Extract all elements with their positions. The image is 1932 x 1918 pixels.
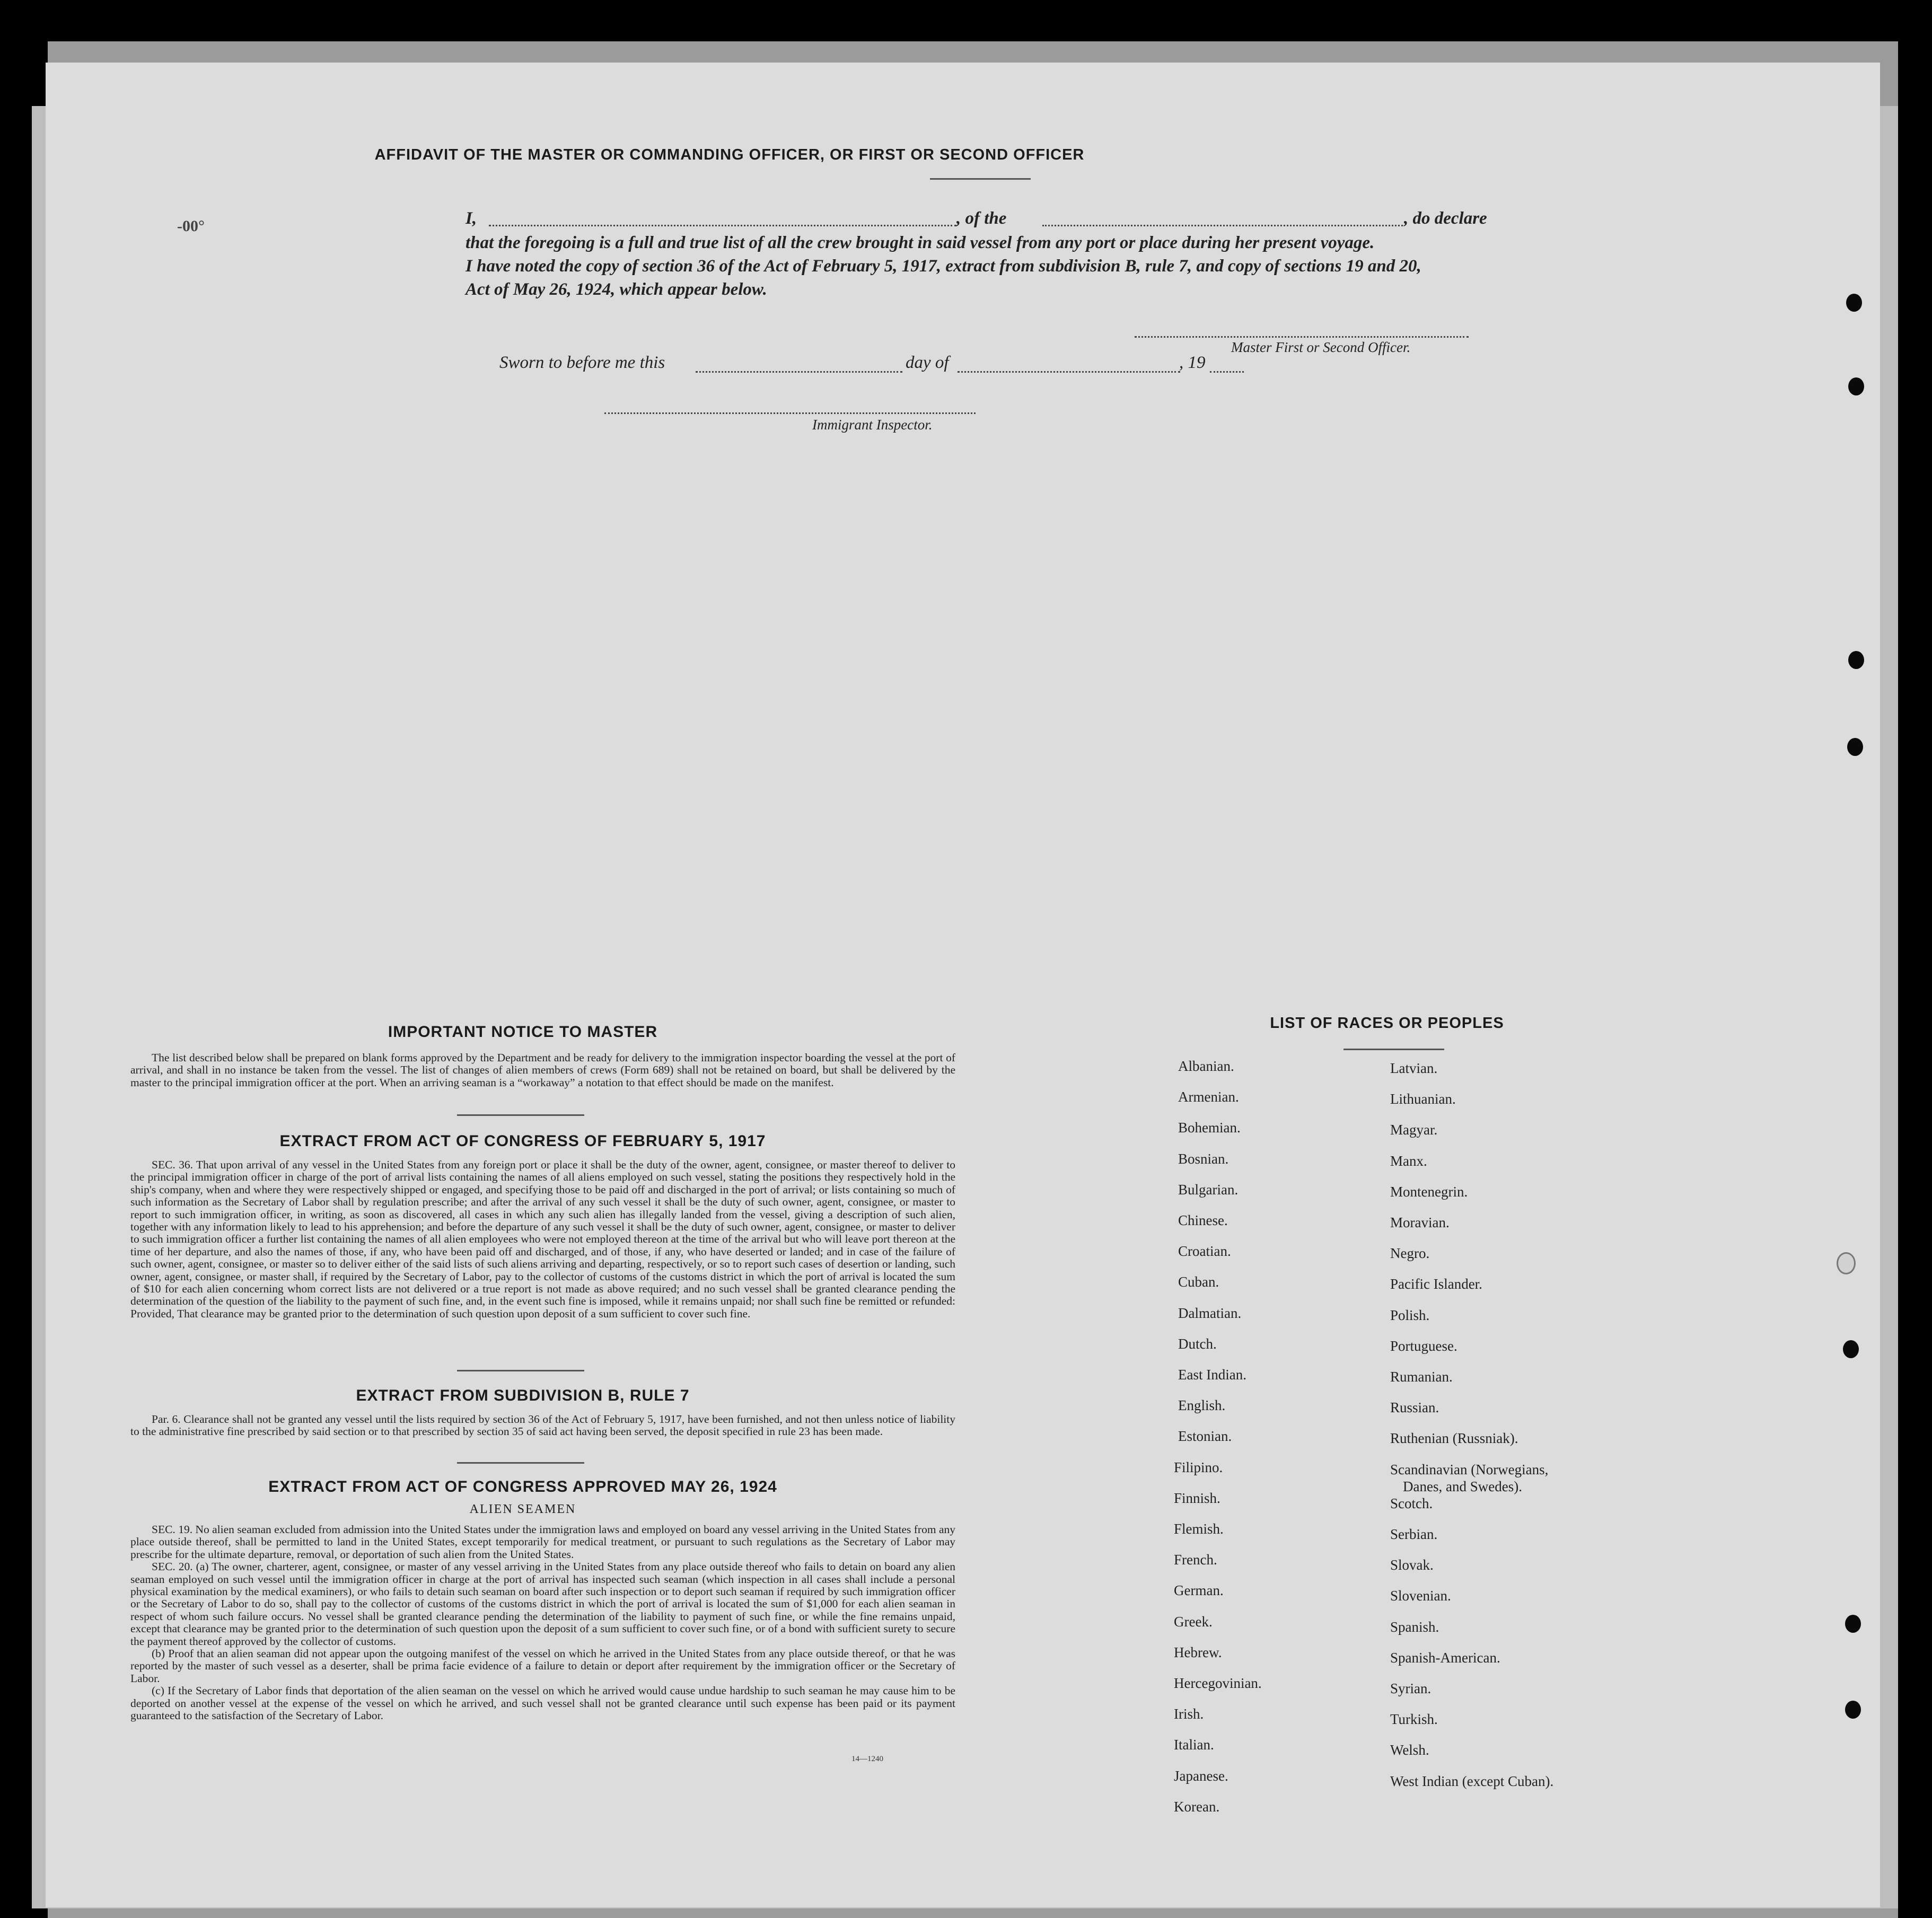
race-item: Spanish. [1390, 1618, 1439, 1635]
sec-19-paragraph: SEC. 19. No alien seaman excluded from admission into the United States under the immigration laws and employed on board any vessel arriving in the United States from any place outside thereof, shall be permitted to land in the United States, except temporarily for medical treatment, or pursuant to such regulations as the Secretary of Labor may prescribe for the ultimate departure, removal, or deportation of such alien from the United States. [130, 1523, 955, 1561]
i-label: I, [466, 209, 477, 228]
race-item: Latvian. [1390, 1060, 1438, 1076]
binder-hole [1837, 1252, 1856, 1274]
race-item: Welsh. [1390, 1742, 1429, 1758]
sworn-label: Sworn to before me this [499, 353, 665, 372]
race-item: Bohemian. [1178, 1120, 1241, 1136]
master-caption: Master First or Second Officer. [1231, 339, 1411, 355]
race-item: English. [1178, 1397, 1226, 1414]
race-item: Filipino. [1174, 1459, 1223, 1475]
sworn-year-line[interactable] [1210, 371, 1244, 373]
race-item: Japanese. [1174, 1767, 1228, 1784]
race-item: Spanish-American. [1390, 1649, 1500, 1666]
section-36-paragraph: SEC. 36. That upon arrival of any vessel in the United States from any foreign port or place it shall be the duty of the owner, agent, consignee, or master thereof to deliver to the principal immigration officer in charge of the port of arrival lists containing the names of all aliens employed on such vessel, stating the positions they respectively hold in the ship's company, when and where they were respectively shipped or engaged, and specifying those to be paid off and discharged in the port of arrival; or lists containing so much of such information as the Secretary of Labor shall by regulation prescribe; and after the arrival of any such vessel it shall be the duty of such owner, agent, consignee, or master to report to such immigration officer, in writing, as soon as discovered, all cases in which any such alien has illegally landed from the vessel, giving a description of such alien, together with any information likely to lead to his apprehension; and before the departure of any such vessel it shall be the duty of such owner, agent, consignee, or master to deliver to such immigration officer a further list containing the names of all alien employees who were not employed thereon at the time of the arrival but who will leave port thereon at the time of her departure, and also the names of those, if any, who have been paid off and discharged, and of those, if any, who have deserted or landed; and in case of the failure of such owner, agent, consignee, or master so to deliver either of the said lists of such aliens arriving and departing, respectively, or so to report such cases of desertion or landing, such owner, agent, consignee, or master shall, if required by the Secretary of Labor, pay to the collector of customs of the customs district in which the port of arrival is located the sum of $10 for each alien concerning whom correct lists are not delivered or a true report is not made as above required; and no such vessel shall be granted clearance pending the determination of the question of the liability to the payment of such fine, and, in the event such fine is imposed, while it remains unpaid; nor shall such fine be remitted or refunded: Provided, That clearance may be granted prior to the determination of such question upon deposit of a sum sufficient to cover such fine. [130, 1158, 955, 1320]
race-item: Flemish. [1174, 1521, 1224, 1537]
of-the-label: , of the [956, 209, 1007, 228]
race-item: Slovenian. [1390, 1588, 1451, 1604]
race-item: Slovak. [1390, 1557, 1434, 1573]
race-item: Greek. [1174, 1613, 1213, 1630]
race-item: Lithuanian. [1390, 1091, 1456, 1107]
race-item: Ruthenian (Russniak). [1390, 1430, 1518, 1447]
race-item: Cuban. [1178, 1274, 1219, 1290]
notice-title: IMPORTANT NOTICE TO MASTER [388, 1023, 658, 1041]
sworn-day-line[interactable] [696, 371, 902, 373]
race-item: Italian. [1174, 1737, 1214, 1753]
race-item: East Indian. [1178, 1367, 1246, 1383]
race-item: Scandinavian (Norwegians, [1390, 1461, 1549, 1477]
race-item: Portuguese. [1390, 1338, 1457, 1354]
race-item: Dalmatian. [1178, 1305, 1242, 1321]
race-item: German. [1174, 1582, 1224, 1599]
sec-20c-paragraph: (c) If the Secretary of Labor finds that deportation of the alien seaman on the vessel on which he arrived would cause undue hardship to such seaman he may cause him to be deported on another vessel at the expense of the vessel on which he arrived, and such vessel shall not be granted clearance until such expense has been paid or its payment guaranteed to the satisfaction of the Secretary of Labor. [130, 1684, 955, 1722]
year-label: , 19 [1179, 353, 1206, 372]
race-item: Magyar. [1390, 1122, 1438, 1138]
affidavit-line-4: Act of May 26, 1924, which appear below. [466, 280, 767, 299]
race-item: Hercegovinian. [1174, 1675, 1262, 1691]
vessel-field-line[interactable] [1042, 225, 1403, 226]
race-item: Armenian. [1178, 1089, 1239, 1105]
title-divider [930, 178, 1031, 180]
race-item: Serbian. [1390, 1526, 1438, 1542]
race-item: Syrian. [1390, 1681, 1432, 1696]
affidavit-line-2: that the foregoing is a full and true list of all the crew brought in said vessel from any port or place during her present voyage. [466, 233, 1375, 252]
binder-hole [1845, 1701, 1861, 1719]
sec-20b-paragraph: (b) Proof that an alien seaman did not appear upon the outgoing manifest of the vessel on which he arrived in the United States from any place outside thereof, or that he was reported by the master of such vessel as a deserter, shall be prima facie evidence of a failure to detain or deport after requirement by the immigration officer or the Secretary of Labor. [130, 1647, 955, 1685]
binder-hole [1847, 738, 1863, 756]
alien-seamen-subtitle: ALIEN SEAMEN [469, 1502, 576, 1516]
notice-body [130, 1052, 955, 1089]
race-item: Finnish. [1174, 1490, 1220, 1506]
extract-1924-title: EXTRACT FROM ACT OF CONGRESS APPROVED MAY 26, 1924 [268, 1478, 777, 1495]
inspector-caption: Immigrant Inspector. [812, 417, 933, 433]
races-divider [1343, 1049, 1444, 1050]
race-item: Danes, and Swedes). [1403, 1478, 1522, 1494]
race-item: Hebrew. [1174, 1644, 1222, 1660]
races-title: LIST OF RACES OR PEOPLES [1270, 1015, 1504, 1032]
notice-paragraph: The list described below shall be prepared on blank forms approved by the Department and be ready for delivery to the immigration inspector boarding the vessel at the port of arrival, and shall in no instance be taken from the vessel. The list of changes of alien members of crews (Form 689) shall not be retained on board, but shall be delivered by the master to the principal immigration officer at the port. When an arriving seaman is a “workaway” a notation to that effect should be made on the manifest. [130, 1051, 955, 1089]
race-item: Korean. [1174, 1798, 1220, 1815]
race-item: Bulgarian. [1178, 1181, 1239, 1198]
rule-7-divider [457, 1462, 584, 1464]
binder-hole [1843, 1340, 1859, 1358]
extract-1917-body [130, 1159, 955, 1320]
master-signature-line[interactable] [1135, 336, 1469, 338]
stamp-mark: -00° [177, 217, 205, 235]
race-item: Irish. [1174, 1706, 1204, 1722]
race-item: Russian. [1390, 1400, 1439, 1416]
sworn-month-line[interactable] [958, 371, 1180, 373]
do-declare-label: , do declare [1404, 209, 1487, 228]
extract-1917-title: EXTRACT FROM ACT OF CONGRESS OF FEBRUARY 5, 1917 [279, 1132, 766, 1150]
race-item: Pacific Islander. [1390, 1276, 1482, 1292]
race-item: Turkish. [1390, 1711, 1438, 1728]
race-item: Scotch. [1390, 1495, 1433, 1511]
race-item: Croatian. [1178, 1243, 1231, 1260]
binder-hole [1846, 294, 1862, 312]
name-field-line[interactable] [489, 225, 956, 226]
race-item: Rumanian. [1390, 1369, 1453, 1385]
affidavit-title: AFFIDAVIT OF THE MASTER OR COMMANDING OFFICER, OR FIRST OR SECOND OFFICER [374, 146, 1085, 163]
race-item: Polish. [1390, 1307, 1430, 1323]
race-item: Montenegrin. [1390, 1183, 1468, 1200]
par-6-paragraph: Par. 6. Clearance shall not be granted any vessel until the lists required by section 36 of the Act of February 5, 1917, have been furnished, and not then unless notice of liability to the administrative fine prescribed by said section or to that prescribed by section 35 of said act having been served, the deposit specified in rule 23 has been made. [130, 1413, 955, 1438]
race-item: Moravian. [1390, 1215, 1450, 1230]
race-item: Estonian. [1178, 1428, 1232, 1445]
rule-7-body [130, 1413, 955, 1438]
sec-20a-paragraph: SEC. 20. (a) The owner, charterer, agent, consignee, or master of any vessel arriving in the United States from any place outside thereof who fails to detain on board any alien seaman employed on such vessel until the immigration officer in charge at the port of arrival has inspected such seaman (which inspection in all cases shall include a personal physical examination by the medical examiners), or who fails to detain such seaman on board after such inspection or to deport such seaman if required by such immigration officer or the Secretary of Labor to do so, shall pay to the collector of customs of the customs district in which the port of arrival is located the sum of $1,000 for each alien seaman in respect of whom such failure occurs. No vessel shall be granted clearance pending the determination of the liability to payment of such fine, or while the fine remains unpaid, except that clearance may be granted prior to the determination of such question upon the deposit of a sum sufficient to cover such fine, or of a bond with sufficient surety to secure the payment thereof approved by the collector of customs. [130, 1560, 955, 1648]
race-item: Chinese. [1178, 1212, 1228, 1228]
race-item: West Indian (except Cuban). [1390, 1773, 1554, 1789]
binder-hole [1848, 651, 1864, 669]
rule-7-title: EXTRACT FROM SUBDIVISION B, RULE 7 [356, 1387, 690, 1404]
affidavit-line-3: I have noted the copy of section 36 of the Act of February 5, 1917, extract from subdivision B, rule 7, and copy of sections 19 and 20, [466, 257, 1421, 276]
race-item: Bosnian. [1178, 1150, 1229, 1167]
binder-hole [1848, 377, 1864, 395]
race-item: French. [1174, 1552, 1217, 1568]
extract-1917-divider [457, 1370, 584, 1371]
race-item: Negro. [1390, 1245, 1430, 1262]
race-item: Dutch. [1178, 1335, 1217, 1352]
extract-1924-body [130, 1524, 955, 1722]
inspector-signature-line[interactable] [604, 412, 976, 414]
race-item: Albanian. [1178, 1058, 1234, 1074]
day-of-label: day of [906, 353, 949, 372]
binder-hole [1845, 1615, 1861, 1633]
form-page [46, 63, 1880, 1907]
form-number: 14—1240 [851, 1755, 883, 1763]
notice-divider [457, 1114, 584, 1116]
race-item: Manx. [1390, 1152, 1427, 1169]
